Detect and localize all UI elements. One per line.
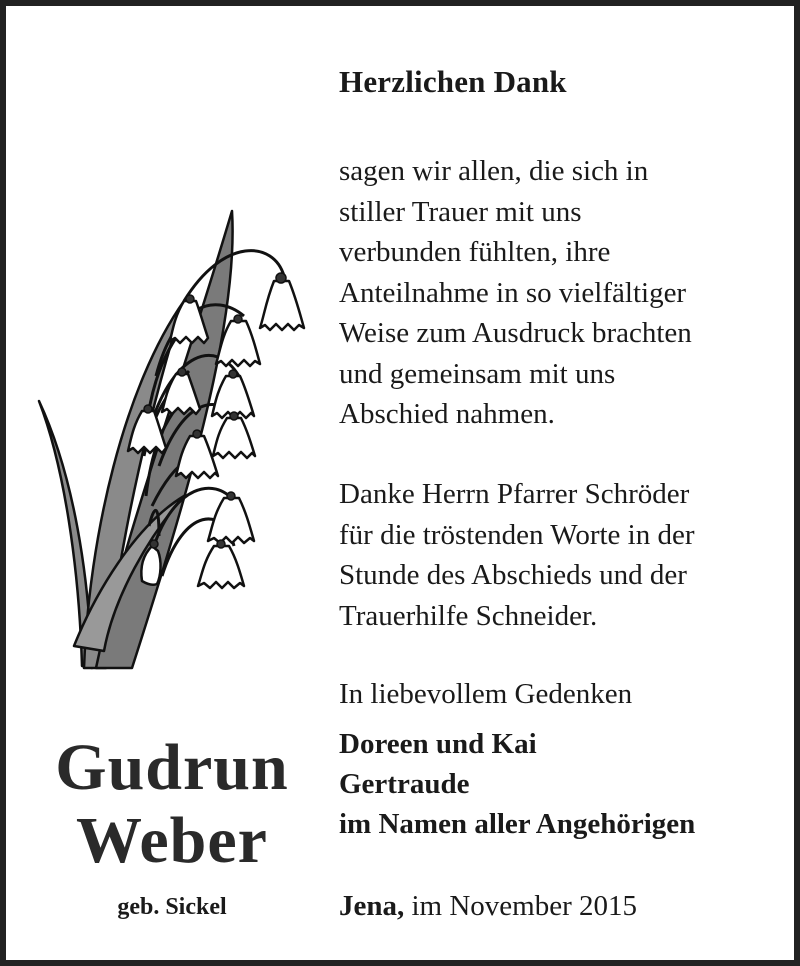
place-date-line bbox=[339, 886, 637, 926]
text-line: Danke Herrn Pfarrer Schröder bbox=[339, 478, 690, 510]
deceased-last-name: Weber bbox=[76, 804, 268, 877]
place-name: Jena, bbox=[339, 890, 405, 922]
text-line: Abschied nahmen. bbox=[339, 398, 555, 430]
text-line: und gemeinsam mit uns bbox=[339, 357, 616, 390]
text-line: für die tröstenden Worte in der bbox=[339, 518, 695, 551]
pastor-thanks-paragraph bbox=[339, 474, 695, 636]
signer: Gertraude bbox=[339, 768, 470, 800]
signer: Doreen und Kai bbox=[339, 728, 537, 760]
text-line: stiller Trauer mit uns bbox=[339, 195, 582, 228]
thanks-heading: Herzlichen Dank bbox=[339, 64, 567, 99]
memory-line: In liebevollem Gedenken bbox=[339, 678, 633, 710]
text-line: Anteilnahme in so vielfältiger bbox=[339, 276, 687, 309]
text-line: Weise zum Ausdruck brachten bbox=[339, 317, 692, 349]
maiden-name: geb. Sickel bbox=[117, 894, 227, 920]
signer: im Namen aller Angehörigen bbox=[339, 808, 696, 840]
text-line: Trauerhilfe Schneider. bbox=[339, 599, 598, 632]
date-text: im November 2015 bbox=[404, 890, 638, 922]
lily-of-the-valley-icon bbox=[34, 206, 314, 686]
text-line: verbunden fühlten, ihre bbox=[339, 236, 611, 268]
thanks-paragraph bbox=[339, 151, 692, 435]
text-line: sagen wir allen, die sich in bbox=[339, 155, 649, 187]
deceased-first-name: Gudrun bbox=[55, 731, 289, 804]
signers-list bbox=[339, 724, 695, 844]
text-line: Stunde des Abschieds und der bbox=[339, 559, 687, 591]
